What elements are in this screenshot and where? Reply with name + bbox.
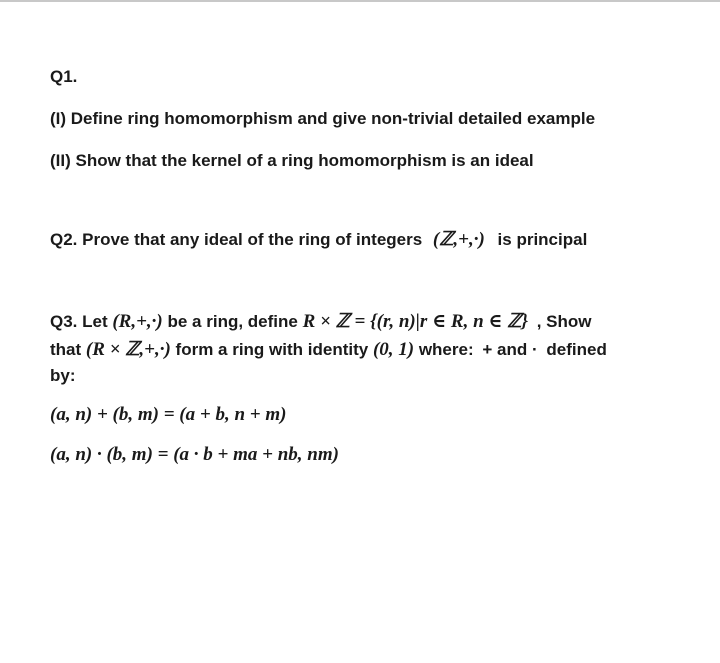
q3-ring: (R,+,·): [112, 311, 163, 332]
q3-line2: [50, 339, 607, 361]
top-border: [0, 0, 720, 2]
q3-text4: where:: [418, 340, 474, 359]
q3-addition-rule: (a, n) + (b, m) = (a + b, n + m): [50, 404, 287, 425]
q3-identity: (0, 1): [372, 339, 415, 360]
q1-part2: (II) Show that the kernel of a ring homomorphism is an ideal: [50, 151, 534, 170]
q3-that: that: [50, 340, 82, 359]
q3-multiplication-rule: (a, n) · (b, m) = (a · b + ma + nb, nm): [50, 444, 339, 465]
q1-label: Q1.: [50, 67, 78, 86]
q3-plus: +: [482, 340, 493, 359]
q3-text3: form a ring with identity: [175, 340, 369, 359]
q3-product-ring: (R × ℤ,+,·): [85, 339, 171, 360]
q3-dot: ·: [532, 340, 538, 359]
q3-line1: [50, 311, 591, 333]
q1-part1: (I) Define ring homomorphism and give non-trivial detailed example: [50, 109, 596, 128]
q2-tail: is principal: [497, 230, 588, 249]
q2-text: Q2. Prove that any ideal of the ring of integers: [50, 230, 423, 249]
q3-by: by:: [50, 366, 76, 385]
q3-defined: defined: [546, 340, 607, 359]
q3-text2: , Show: [536, 312, 592, 331]
q2-line: [50, 229, 587, 251]
q3-and: and: [497, 340, 528, 359]
q3-intro: Q3. Let: [50, 312, 108, 331]
q2-integers-ring: (ℤ,+,·): [432, 229, 485, 250]
q3-text1: be a ring, define: [167, 312, 298, 331]
q3-set-definition: R × ℤ = {(r, n)|r ∈ R, n ∈ ℤ}: [302, 311, 528, 332]
